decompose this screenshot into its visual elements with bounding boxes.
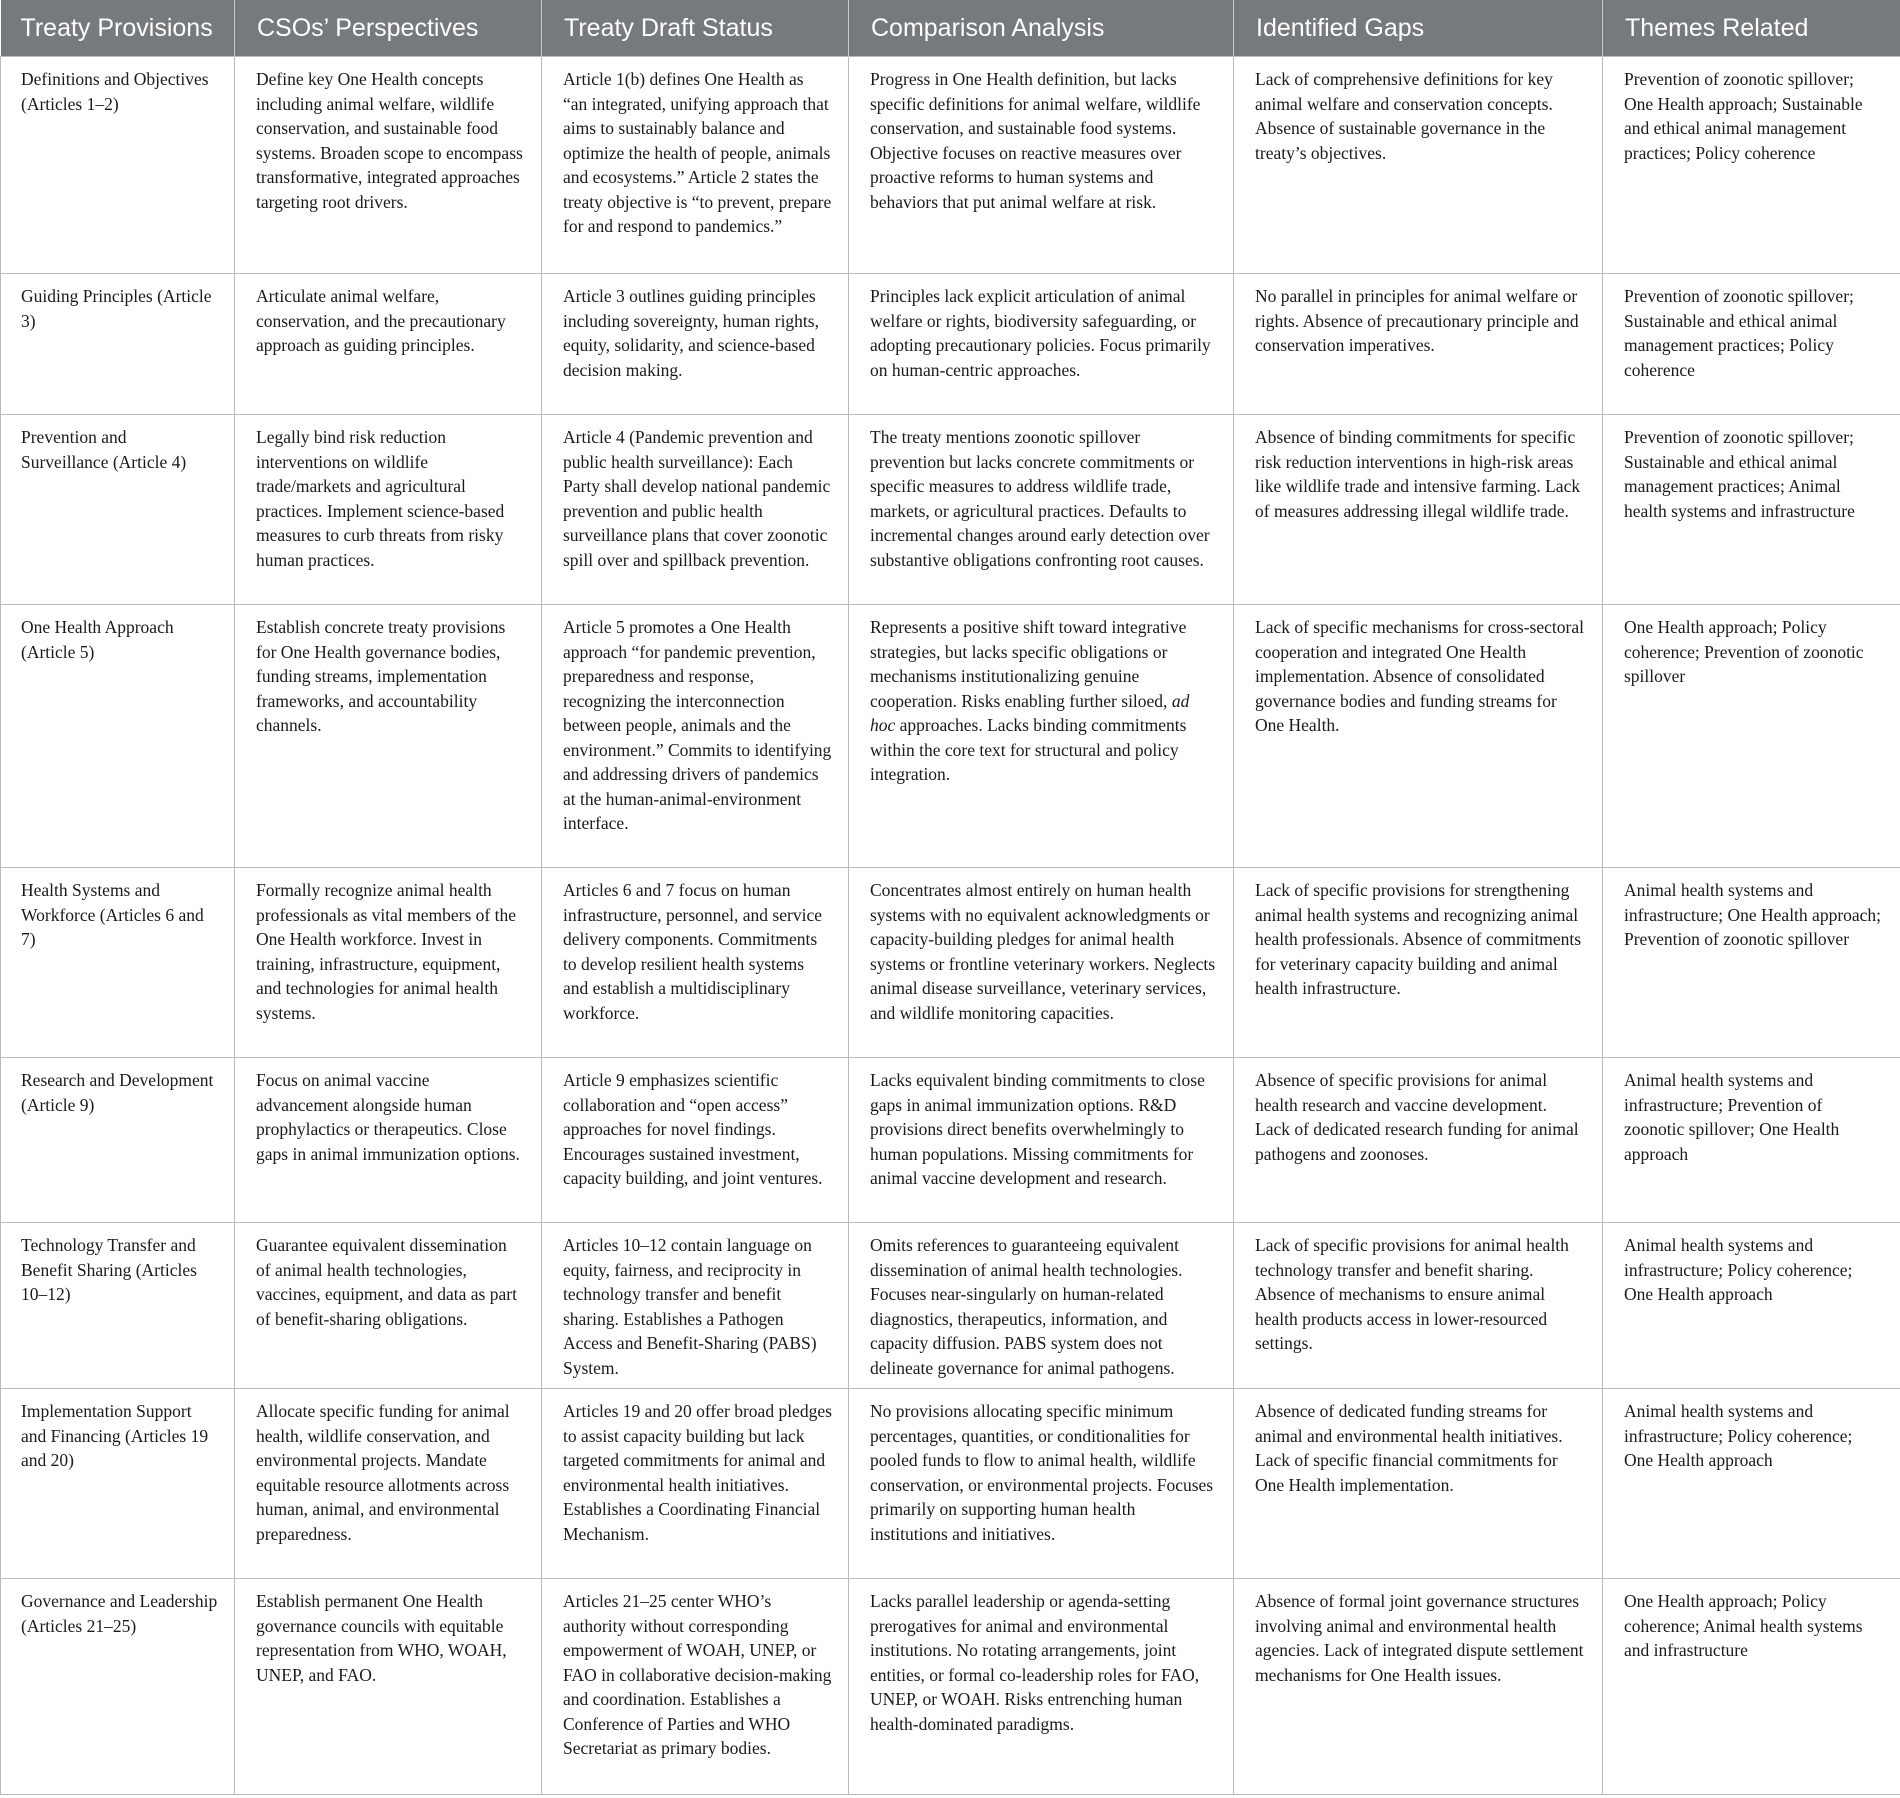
cell-csos-perspective: Focus on animal vaccine advancement alongside human prophylactics or therapeutics. Close gaps in animal immunization options.	[235, 1058, 542, 1223]
cell-gaps: Absence of binding commitments for specific risk reduction interventions in high-risk areas like wildlife trade and intensive farming. Lack of measures addressing illegal wildlife trade.	[1234, 415, 1603, 605]
cell-comparison: No provisions allocating specific minimum percentages, quantities, or conditionalities for pooled funds to flow to animal health, wildlife conservation, or environmental projects. Focuses primarily on supporting human health institutions and initiatives.	[849, 1389, 1234, 1579]
cell-themes: One Health approach; Policy coherence; Prevention of zoonotic spillover	[1603, 605, 1900, 868]
cell-draft-status: Article 1(b) defines One Health as “an integrated, unifying approach that aims to sustainably balance and optimize the health of people, animals and ecosystems.” Article 2 states the treaty objective is “to prevent, prepare for and respond to pandemics.”	[542, 57, 849, 274]
cell-gaps: Absence of specific provisions for animal health research and vaccine development. Lack of dedicated research funding for animal pathogens and zoonoses.	[1234, 1058, 1603, 1223]
cell-provision: Definitions and Objectives (Articles 1–2)	[1, 57, 235, 274]
cell-draft-status: Articles 21–25 center WHO’s authority without corresponding empowerment of WOAH, UNEP, or FAO in collaborative decision-making and coordination. Establishes a Conference of Parties and WHO Secretariat as primary bodies.	[542, 1579, 849, 1795]
column-header-csos-perspectives: CSOs’ Perspectives	[235, 0, 542, 57]
cell-themes: Prevention of zoonotic spillover; Sustainable and ethical animal management practices; Animal health systems and infrastructure	[1603, 415, 1900, 605]
cell-comparison: Lacks equivalent binding commitments to close gaps in animal immunization options. R&D provisions direct benefits overwhelmingly to human populations. Missing commitments for animal vaccine development and research.	[849, 1058, 1234, 1223]
table-row	[1, 57, 1900, 274]
column-header-treaty-provisions: Treaty Provisions	[1, 0, 235, 57]
cell-themes: Animal health systems and infrastructure; Prevention of zoonotic spillover; One Health approach	[1603, 1058, 1900, 1223]
comparison-italic-ad-hoc: ad hoc	[870, 690, 1190, 735]
cell-themes: One Health approach; Policy coherence; Animal health systems and infrastructure	[1603, 1579, 1900, 1795]
cell-gaps: Lack of specific mechanisms for cross-sectoral cooperation and integrated One Health implementation. Absence of consolidated governance bodies and funding streams for One Health.	[1234, 605, 1603, 868]
cell-csos-perspective: Establish concrete treaty provisions for One Health governance bodies, funding streams, implementation frameworks, and accountability channels.	[235, 605, 542, 868]
cell-themes: Animal health systems and infrastructure; One Health approach; Prevention of zoonotic spillover	[1603, 868, 1900, 1058]
cell-comparison: Concentrates almost entirely on human health systems with no equivalent acknowledgments or capacity-building pledges for animal health systems or frontline veterinary workers. Neglects animal disease surveillance, veterinary services, and wildlife monitoring capacities.	[849, 868, 1234, 1058]
cell-csos-perspective: Formally recognize animal health professionals as vital members of the One Health workforce. Invest in training, infrastructure, equipment, and technologies for animal health systems.	[235, 868, 542, 1058]
cell-comparison: Progress in One Health definition, but lacks specific definitions for animal welfare, wildlife conservation, and sustainable food systems. Objective focuses on reactive measures over proactive reforms to human systems and behaviors that put animal welfare at risk.	[849, 57, 1234, 274]
cell-gaps: Lack of comprehensive definitions for key animal welfare and conservation concepts. Absence of sustainable governance in the treaty’s objectives.	[1234, 57, 1603, 274]
cell-draft-status: Article 5 promotes a One Health approach “for pandemic prevention, preparedness and response, recognizing the interconnection between people, animals and the environment.” Commits to identifying and addressing drivers of pandemics at the human-animal-environment interface.	[542, 605, 849, 868]
cell-comparison: Lacks parallel leadership or agenda-setting prerogatives for animal and environmental institutions. No rotating arrangements, joint entities, or formal co-leadership roles for FAO, UNEP, or WOAH. Risks entrenching human health-dominated paradigms.	[849, 1579, 1234, 1795]
cell-draft-status: Article 9 emphasizes scientific collaboration and “open access” approaches for novel findings. Encourages sustained investment, capacity building, and joint ventures.	[542, 1058, 849, 1223]
cell-comparison	[849, 605, 1234, 868]
cell-draft-status: Articles 6 and 7 focus on human infrastructure, personnel, and service delivery components. Commitments to develop resilient health systems and establish a multidisciplinary workforce.	[542, 868, 849, 1058]
cell-provision: Guiding Principles (Article 3)	[1, 274, 235, 415]
cell-csos-perspective: Allocate specific funding for animal health, wildlife conservation, and environmental projects. Mandate equitable resource allotments across human, animal, and environmental preparedness.	[235, 1389, 542, 1579]
cell-provision: Technology Transfer and Benefit Sharing (Articles 10–12)	[1, 1223, 235, 1389]
table-row	[1, 274, 1900, 415]
cell-provision: One Health Approach (Article 5)	[1, 605, 235, 868]
cell-csos-perspective: Establish permanent One Health governance councils with equitable representation from WHO, WOAH, UNEP, and FAO.	[235, 1579, 542, 1795]
cell-provision: Governance and Leadership (Articles 21–25)	[1, 1579, 235, 1795]
cell-gaps: Absence of formal joint governance structures involving animal and environmental health agencies. Lack of integrated dispute settlement mechanisms for One Health issues.	[1234, 1579, 1603, 1795]
cell-provision: Health Systems and Workforce (Articles 6 and 7)	[1, 868, 235, 1058]
column-header-treaty-draft-status: Treaty Draft Status	[542, 0, 849, 57]
column-header-identified-gaps: Identified Gaps	[1234, 0, 1603, 57]
table-row	[1, 605, 1900, 868]
cell-comparison: The treaty mentions zoonotic spillover prevention but lacks concrete commitments or specific measures to address wildlife trade, markets, or agricultural practices. Defaults to incremental changes around early detection over substantive obligations confronting root causes.	[849, 415, 1234, 605]
cell-draft-status: Articles 19 and 20 offer broad pledges to assist capacity building but lack targeted commitments for animal and environmental health initiatives. Establishes a Coordinating Financial Mechanism.	[542, 1389, 849, 1579]
cell-draft-status: Article 3 outlines guiding principles including sovereignty, human rights, equity, solidarity, and science-based decision making.	[542, 274, 849, 415]
table-row	[1, 1058, 1900, 1223]
cell-comparison: Omits references to guaranteeing equivalent dissemination of animal health technologies. Focuses near-singularly on human-related diagnostics, therapeutics, information, and capacity diffusion. PABS system does not delineate governance for animal pathogens.	[849, 1223, 1234, 1389]
table-row	[1, 415, 1900, 605]
cell-csos-perspective: Legally bind risk reduction interventions on wildlife trade/markets and agricultural practices. Implement science-based measures to curb threats from risky human practices.	[235, 415, 542, 605]
cell-provision: Research and Development (Article 9)	[1, 1058, 235, 1223]
cell-draft-status: Articles 10–12 contain language on equity, fairness, and reciprocity in technology transfer and benefit sharing. Establishes a Pathogen Access and Benefit-Sharing (PABS) System.	[542, 1223, 849, 1389]
cell-provision: Implementation Support and Financing (Articles 19 and 20)	[1, 1389, 235, 1579]
cell-gaps: Lack of specific provisions for strengthening animal health systems and recognizing animal health professionals. Absence of commitments for veterinary capacity building and animal health infrastructure.	[1234, 868, 1603, 1058]
cell-csos-perspective: Define key One Health concepts including animal welfare, wildlife conservation, and sustainable food systems. Broaden scope to encompass transformative, integrated approaches targeting root drivers.	[235, 57, 542, 274]
cell-themes: Animal health systems and infrastructure; Policy coherence; One Health approach	[1603, 1389, 1900, 1579]
cell-csos-perspective: Guarantee equivalent dissemination of animal health technologies, vaccines, equipment, and data as part of benefit-sharing obligations.	[235, 1223, 542, 1389]
header-row	[1, 0, 1900, 57]
comparison-text-start: Represents a positive shift toward integrative strategies, but lacks specific obligations or mechanisms institutionalizing genuine cooperation. Risks enabling further siloed,	[870, 617, 1187, 711]
cell-gaps: Absence of dedicated funding streams for animal and environmental health initiatives. Lack of specific financial commitments for One Health implementation.	[1234, 1389, 1603, 1579]
cell-themes: Prevention of zoonotic spillover; One Health approach; Sustainable and ethical animal management practices; Policy coherence	[1603, 57, 1900, 274]
column-header-comparison-analysis: Comparison Analysis	[849, 0, 1234, 57]
cell-draft-status: Article 4 (Pandemic prevention and public health surveillance): Each Party shall develop national pandemic prevention and public health surveillance plans that cover zoonotic spill over and spillback prevention.	[542, 415, 849, 605]
cell-gaps: No parallel in principles for animal welfare or rights. Absence of precautionary principle and conservation imperatives.	[1234, 274, 1603, 415]
cell-csos-perspective: Articulate animal welfare, conservation, and the precautionary approach as guiding principles.	[235, 274, 542, 415]
cell-themes: Prevention of zoonotic spillover; Sustainable and ethical animal management practices; Policy coherence	[1603, 274, 1900, 415]
table-row	[1, 1223, 1900, 1389]
table-row	[1, 1579, 1900, 1795]
cell-gaps: Lack of specific provisions for animal health technology transfer and benefit sharing. Absence of mechanisms to ensure animal health products access in lower-resourced settings.	[1234, 1223, 1603, 1389]
table-row	[1, 868, 1900, 1058]
table-row	[1, 1389, 1900, 1579]
cell-themes: Animal health systems and infrastructure; Policy coherence; One Health approach	[1603, 1223, 1900, 1389]
cell-comparison: Principles lack explicit articulation of animal welfare or rights, biodiversity safeguarding, or adopting precautionary policies. Focus primarily on human-centric approaches.	[849, 274, 1234, 415]
cell-provision: Prevention and Surveillance (Article 4)	[1, 415, 235, 605]
column-header-themes-related: Themes Related	[1603, 0, 1900, 57]
comparison-text-end: approaches. Lacks binding commitments within the core text for structural and policy integration.	[870, 715, 1187, 784]
